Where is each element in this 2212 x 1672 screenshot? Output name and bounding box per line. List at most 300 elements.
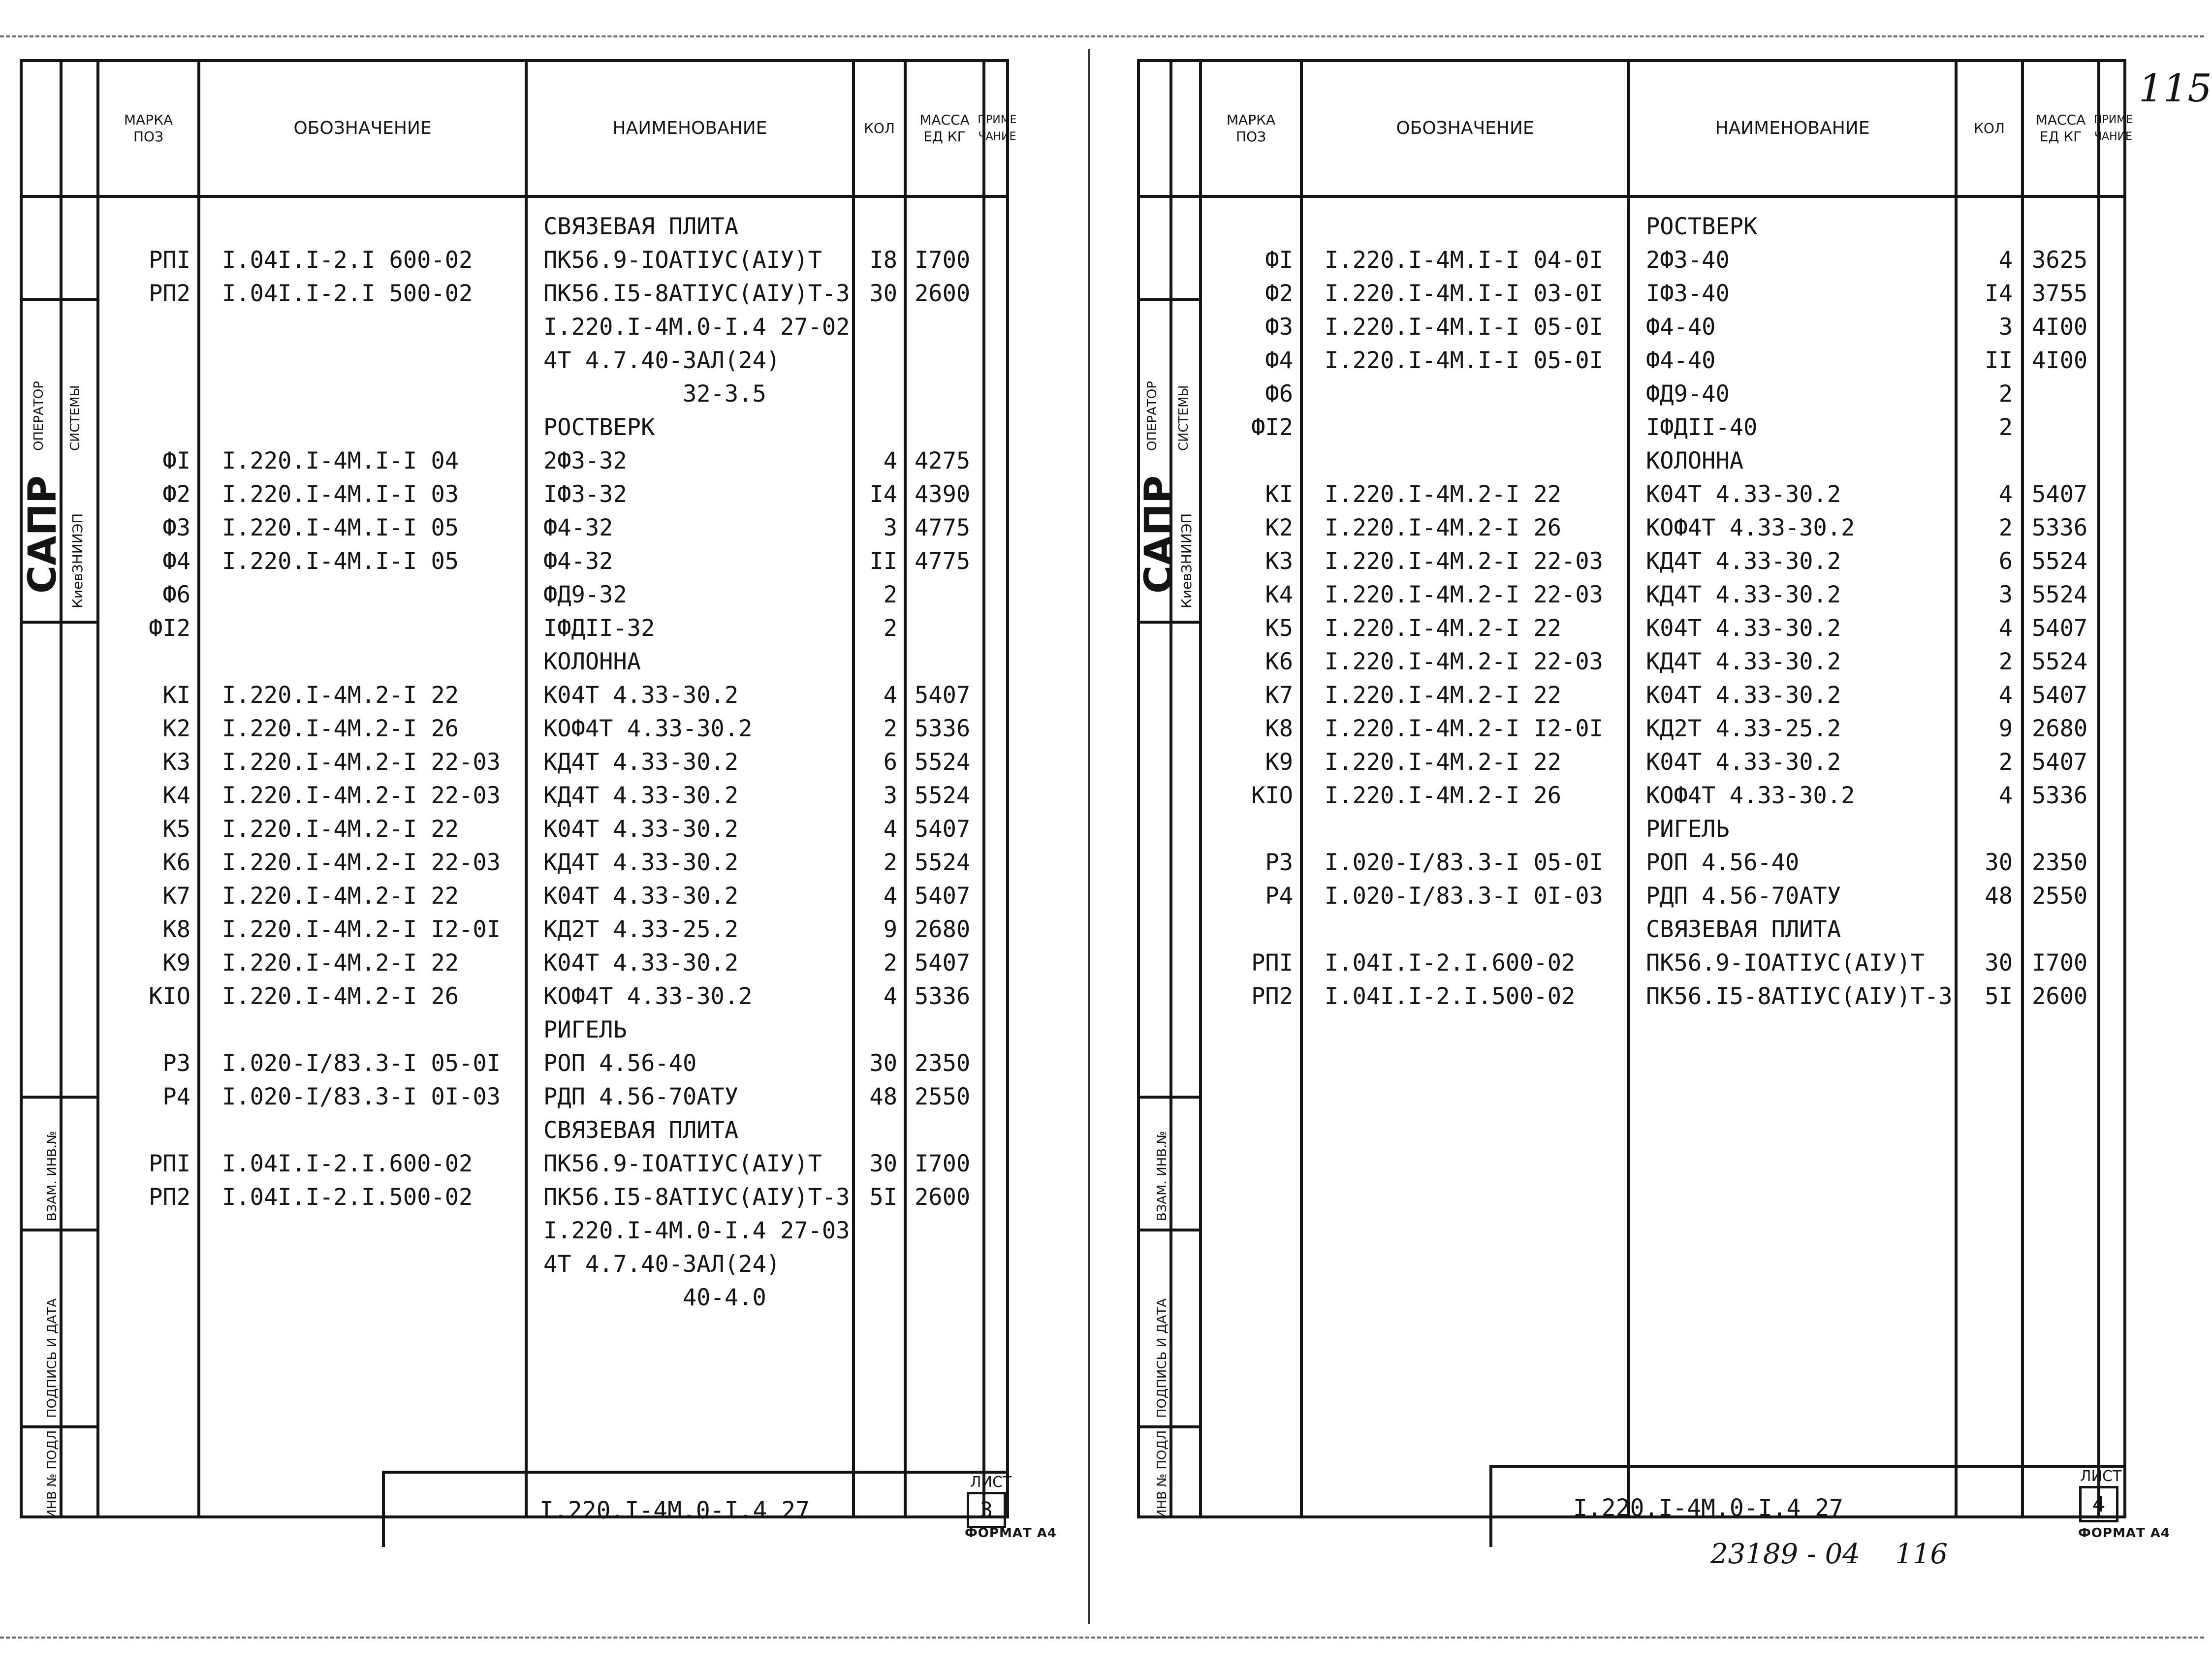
row-position: Ф2 [162, 480, 190, 508]
row-quantity [855, 1214, 897, 1247]
row-mass [2032, 210, 2096, 243]
row-designation: I.220.I-4M.2-I 22 [222, 815, 459, 843]
row-designation: I.220.I-4M.2-I 22 [1325, 748, 1562, 776]
row-designation: I.220.I-4M.I-I 03 [222, 480, 459, 508]
row-mass [915, 1214, 981, 1247]
row-designation: I.220.I-4M.2-I 22-03 [1325, 547, 1603, 575]
row-mass [915, 1247, 981, 1281]
row-designation: I.220.I-4M.2-I 22 [1325, 614, 1562, 642]
row-name: IФ3-40 [1646, 280, 1730, 307]
row-mass [915, 344, 981, 377]
row-mass [2032, 377, 2096, 410]
row-position [1202, 444, 1293, 477]
header-mass: МАССА ЕД КГ [919, 112, 970, 145]
row-name: СВЯЗЕВАЯ ПЛИТА [543, 213, 739, 240]
row-quantity: I4 [1985, 280, 2013, 307]
row-mass: I700 [2032, 949, 2088, 977]
header-mark: МАРКА ПОЗ [1226, 112, 1276, 145]
row-mass [915, 645, 981, 678]
row-quantity: 2 [883, 614, 897, 642]
row-position [99, 1113, 190, 1147]
row-mass [915, 377, 981, 410]
row-name: КОФ4Т 4.33-30.2 [1646, 782, 1855, 809]
row-position: К2 [162, 715, 190, 742]
row-quantity: 5I [869, 1183, 897, 1211]
row-position [99, 1013, 190, 1046]
row-position: РП2 [149, 280, 190, 307]
row-mass: 2600 [915, 280, 971, 307]
row-quantity: II [1985, 347, 2013, 374]
row-name: РОСТВЕРК [1646, 213, 1758, 240]
row-name: КД2Т 4.33-25.2 [1646, 715, 1841, 742]
row-name: 4T 4.7.40-ЗАЛ(24) [543, 347, 781, 374]
label-inv-orig: ИНВ № ПОДЛ [1155, 1430, 1169, 1519]
row-mass: 2600 [915, 1183, 971, 1211]
row-position [99, 344, 190, 377]
row-position: Р4 [1265, 882, 1293, 910]
page-number: 115 [2139, 66, 2212, 111]
row-name: КОЛОННА [543, 648, 641, 675]
row-quantity [855, 310, 897, 344]
row-name: 32-3.5 [543, 380, 766, 408]
row-position: Р4 [162, 1083, 190, 1110]
row-name: К04Т 4.33-30.2 [1646, 480, 1841, 508]
row-mass: 5407 [2032, 480, 2088, 508]
row-mass [915, 1113, 981, 1147]
row-quantity: 30 [869, 1150, 897, 1177]
row-name: IФДII-40 [1646, 413, 1758, 441]
row-quantity [1958, 210, 2013, 243]
header-mass: МАССА ЕД КГ [2035, 112, 2086, 145]
row-quantity: I8 [869, 246, 897, 274]
row-designation [222, 410, 522, 444]
row-designation [1325, 210, 1625, 243]
row-mass: 2550 [915, 1083, 971, 1110]
row-quantity: 6 [1998, 547, 2013, 575]
row-quantity: 9 [1998, 715, 2013, 742]
row-mass: 4775 [915, 547, 971, 575]
row-quantity [855, 210, 897, 243]
row-name: К04Т 4.33-30.2 [543, 882, 739, 910]
row-mass: 5524 [915, 849, 971, 876]
row-designation: I.220.I-4M.2-I 22 [1325, 480, 1562, 508]
row-designation: I.220.I-4M.2-I 26 [1325, 514, 1562, 541]
row-position: К6 [162, 849, 190, 876]
row-quantity: 30 [1985, 949, 2013, 977]
row-mass: 2350 [2032, 849, 2088, 876]
row-position [1202, 913, 1293, 946]
row-designation [222, 1281, 522, 1314]
col-line [525, 62, 528, 1515]
label-system: СИСТЕМЫ [1176, 385, 1191, 451]
row-mass: 5524 [2032, 581, 2088, 608]
row-name: КД2Т 4.33-25.2 [543, 915, 739, 943]
row-quantity: 3 [883, 514, 897, 541]
header-qty: КОЛ [864, 120, 895, 136]
row-name: ПК56.9-IOATIУС(AIУ)T [1646, 949, 1925, 977]
row-position: РПI [149, 1150, 190, 1177]
row-mass [915, 1013, 981, 1046]
row-position: РПI [1251, 949, 1293, 977]
row-name: КД4Т 4.33-30.2 [1646, 648, 1841, 675]
row-designation: I.220.I-4M.I-I 04-0I [1325, 246, 1603, 274]
row-name: Ф4-40 [1646, 313, 1716, 341]
row-position: КIO [1251, 782, 1293, 809]
row-mass [915, 210, 981, 243]
row-position: РП2 [1251, 982, 1293, 1010]
row-name: IФДII-32 [543, 614, 655, 642]
row-quantity: 4 [1998, 681, 2013, 709]
row-mass [2032, 444, 2096, 477]
row-quantity: 2 [883, 715, 897, 742]
row-name: КОФ4Т 4.33-30.2 [543, 982, 753, 1010]
row-mass [915, 1281, 981, 1314]
row-quantity: 3 [883, 782, 897, 809]
row-name: РДП 4.56-70АТУ [1646, 882, 1841, 910]
row-designation: I.220.I-4M.I-I 05-0I [1325, 347, 1603, 374]
row-position [99, 377, 190, 410]
row-position: КI [1265, 480, 1293, 508]
row-position: К9 [162, 949, 190, 977]
row-mass: 5336 [915, 715, 971, 742]
row-designation: I.220.I-4M.I-I 05 [222, 547, 459, 575]
row-designation: I.220.I-4M.2-I 26 [222, 982, 459, 1010]
row-mass: 5524 [2032, 547, 2088, 575]
row-position: РПI [149, 246, 190, 274]
row-quantity: 2 [1998, 413, 2013, 441]
row-name: ПК56.I5-8ATIУС(AIУ)T-3 [1646, 982, 1953, 1010]
row-position: К5 [1265, 614, 1293, 642]
header-note: ПРИМЕ ЧАНИЕ [2093, 114, 2133, 143]
row-mass [915, 410, 981, 444]
row-position: К5 [162, 815, 190, 843]
row-designation [222, 1113, 522, 1147]
row-designation: I.220.I-4M.2-I 22-03 [1325, 581, 1603, 608]
row-quantity: 2 [883, 949, 897, 977]
row-mass: 5336 [2032, 514, 2088, 541]
row-mass: 5336 [915, 982, 971, 1010]
row-quantity: II [869, 547, 897, 575]
sheet-number: 4 [2079, 1486, 2118, 1522]
col-line [904, 62, 907, 1515]
row-mass: 2600 [2032, 982, 2088, 1010]
row-designation: I.220.I-4M.I-I 05 [222, 514, 459, 541]
row-designation: I.04I.I-2.I 500-02 [222, 280, 473, 307]
row-quantity: 5I [1985, 982, 2013, 1010]
row-quantity: 3 [1998, 581, 2013, 608]
row-name: ФД9-32 [543, 581, 627, 608]
row-quantity: 4 [1998, 246, 2013, 274]
row-quantity: 6 [883, 748, 897, 776]
row-designation: I.220.I-4M.2-I 22-03 [222, 748, 501, 776]
row-designation: I.220.I-4M.2-I 22 [1325, 681, 1562, 709]
row-quantity [855, 1281, 897, 1314]
row-mass: 5407 [2032, 681, 2088, 709]
title-block-code: I.220.I-4M.0-I.4 27 [1573, 1494, 1844, 1522]
row-position: К7 [162, 882, 190, 910]
row-quantity: 9 [883, 915, 897, 943]
row-name: I.220.I-4M.0-I.4 27-02 [543, 313, 850, 341]
row-position: К8 [1265, 715, 1293, 742]
row-mass [915, 611, 981, 645]
strip-line [1169, 62, 1172, 1515]
sheet-label: ЛИСТ [970, 1474, 1012, 1491]
row-name: ПК56.9-IOATIУС(AIУ)T [543, 246, 822, 274]
row-quantity: 2 [1998, 748, 2013, 776]
row-designation [1325, 377, 1625, 410]
row-mass: 5407 [2032, 614, 2088, 642]
row-name: 4T 4.7.40-ЗАЛ(24) [543, 1250, 781, 1278]
row-mass: 5524 [915, 748, 971, 776]
row-mass: 3625 [2032, 246, 2088, 274]
row-position: Р3 [162, 1049, 190, 1077]
col-line [1627, 62, 1630, 1515]
row-name: РДП 4.56-70АТУ [543, 1083, 739, 1110]
row-quantity: 30 [869, 1049, 897, 1077]
label-org: КиевЗНИИЭП [1178, 513, 1195, 608]
scan-line-top [0, 35, 2204, 37]
row-mass: I700 [915, 1150, 971, 1177]
row-designation: I.220.I-4M.2-I 22-03 [1325, 648, 1603, 675]
row-quantity: I4 [869, 480, 897, 508]
row-name: СВЯЗЕВАЯ ПЛИТА [543, 1116, 739, 1144]
row-quantity: 3 [1998, 313, 2013, 341]
row-position [99, 210, 190, 243]
row-mass: 2680 [2032, 715, 2088, 742]
row-designation: I.04I.I-2.I.600-02 [222, 1150, 473, 1177]
row-name: КД4Т 4.33-30.2 [543, 782, 739, 809]
row-position [99, 410, 190, 444]
row-mass: 4275 [915, 447, 971, 474]
header-mark: МАРКА ПОЗ [124, 112, 173, 145]
row-designation: I.220.I-4M.2-I 22-03 [222, 782, 501, 809]
row-name: ПК56.I5-8ATIУС(AIУ)T-3 [543, 1183, 850, 1211]
row-name: К04Т 4.33-30.2 [1646, 748, 1841, 776]
row-position: К3 [162, 748, 190, 776]
row-position: Ф3 [162, 514, 190, 541]
row-name: К04Т 4.33-30.2 [543, 949, 739, 977]
row-designation [1325, 410, 1625, 444]
col-line [2021, 62, 2024, 1515]
row-mass: 5524 [915, 782, 971, 809]
page-fold [1088, 49, 1090, 1624]
row-position: К9 [1265, 748, 1293, 776]
row-quantity: 2 [883, 581, 897, 608]
row-mass: 2680 [915, 915, 971, 943]
row-mass: 5407 [915, 815, 971, 843]
row-position: К4 [1265, 581, 1293, 608]
row-name: К04Т 4.33-30.2 [1646, 681, 1841, 709]
row-mass: 5524 [2032, 648, 2088, 675]
row-mass: 4390 [915, 480, 971, 508]
row-name: РИГЕЛЬ [1646, 815, 1730, 843]
row-position: К7 [1265, 681, 1293, 709]
row-designation: I.220.I-4M.2-I 22 [222, 882, 459, 910]
sheet-label: ЛИСТ [2080, 1468, 2122, 1485]
row-position: К6 [1265, 648, 1293, 675]
row-designation [222, 1214, 522, 1247]
row-designation: I.020-I/83.3-I 0I-03 [222, 1083, 501, 1110]
spec-sheet-left [20, 59, 1017, 1524]
row-designation [222, 344, 522, 377]
label-inv-orig: ИНВ № ПОДЛ [45, 1430, 60, 1519]
row-name: КОФ4Т 4.33-30.2 [543, 715, 753, 742]
row-quantity [855, 1247, 897, 1281]
row-quantity: 4 [1998, 480, 2013, 508]
row-name: КД4Т 4.33-30.2 [1646, 581, 1841, 608]
row-designation: I.020-I/83.3-I 05-0I [1325, 849, 1603, 876]
row-designation [1325, 444, 1625, 477]
row-quantity: 2 [1998, 514, 2013, 541]
row-position: КI [162, 681, 190, 709]
row-designation: I.020-I/83.3-I 05-0I [222, 1049, 501, 1077]
row-designation [222, 377, 522, 410]
label-system: СИСТЕМЫ [68, 385, 83, 451]
scan-line-bottom [0, 1637, 2204, 1639]
format-label-right: ФОРМАТ А4 [2078, 1526, 2170, 1541]
row-quantity: 4 [883, 882, 897, 910]
row-position: Ф3 [1265, 313, 1293, 341]
header-designation: ОБОЗНАЧЕНИЕ [1396, 118, 1534, 138]
row-mass: 5407 [915, 882, 971, 910]
row-designation [222, 210, 522, 243]
row-position: ФI2 [1251, 413, 1293, 441]
row-quantity: 4 [883, 447, 897, 474]
row-position: РП2 [149, 1183, 190, 1211]
row-name: К04Т 4.33-30.2 [543, 815, 739, 843]
row-name: 2Ф3-40 [1646, 246, 1730, 274]
row-position: К8 [162, 915, 190, 943]
row-designation [222, 578, 522, 611]
header-name: НАИМЕНОВАНИЕ [1715, 118, 1870, 138]
row-mass [2032, 410, 2096, 444]
row-name: КОФ4Т 4.33-30.2 [1646, 514, 1855, 541]
row-name: Ф4-32 [543, 514, 613, 541]
row-position: ФI [1265, 246, 1293, 274]
label-operator: ОПЕРАТОР [1145, 381, 1160, 451]
row-name: РОП 4.56-40 [1646, 849, 1800, 876]
row-name: КД4Т 4.33-30.2 [543, 748, 739, 776]
row-position: К4 [162, 782, 190, 809]
label-inv-replace: ВЗАМ. ИНВ.№ [1155, 1131, 1169, 1221]
label-sapr: САПР [1137, 475, 1181, 594]
row-quantity [855, 344, 897, 377]
row-position: Ф2 [1265, 280, 1293, 307]
row-position [99, 645, 190, 678]
spec-sheet-right [1137, 59, 2133, 1522]
row-mass: 2350 [915, 1049, 971, 1077]
row-name: I.220.I-4M.0-I.4 27-03 [543, 1217, 850, 1244]
row-position: Ф4 [162, 547, 190, 575]
row-designation: I.04I.I-2.I 600-02 [222, 246, 473, 274]
row-mass: 5407 [915, 949, 971, 977]
row-position: Ф6 [1265, 380, 1293, 408]
col-line [982, 62, 985, 1515]
row-designation: I.04I.I-2.I.600-02 [1325, 949, 1576, 977]
row-mass [2032, 812, 2096, 846]
row-name: К04Т 4.33-30.2 [543, 681, 739, 709]
row-mass: 3755 [2032, 280, 2088, 307]
row-name: КД4Т 4.33-30.2 [1646, 547, 1841, 575]
row-designation [222, 1013, 522, 1046]
row-quantity: 4 [883, 815, 897, 843]
row-position: К3 [1265, 547, 1293, 575]
row-position [99, 310, 190, 344]
row-name: РОСТВЕРК [543, 413, 655, 441]
row-name: Ф4-32 [543, 547, 613, 575]
row-position [1202, 210, 1293, 243]
row-quantity [1958, 913, 2013, 946]
row-designation [1325, 913, 1625, 946]
row-position: Ф4 [1265, 347, 1293, 374]
row-name: РИГЕЛЬ [543, 1016, 627, 1043]
row-position: Ф6 [162, 581, 190, 608]
row-designation [222, 611, 522, 645]
col-line [1300, 62, 1303, 1515]
row-name: КД4Т 4.33-30.2 [543, 849, 739, 876]
row-quantity: 2 [883, 849, 897, 876]
row-designation: I.220.I-4M.2-I 22 [222, 949, 459, 977]
row-name: ФД9-40 [1646, 380, 1730, 408]
row-designation: I.220.I-4M.I-I 05-0I [1325, 313, 1603, 341]
row-quantity [1958, 444, 2013, 477]
row-designation: I.220.I-4M.I-I 03-0I [1325, 280, 1603, 307]
row-position: Р3 [1265, 849, 1293, 876]
row-quantity: 30 [869, 280, 897, 307]
row-mass: 4I00 [2032, 313, 2088, 341]
row-position [99, 1214, 190, 1247]
row-mass: 4I00 [2032, 347, 2088, 374]
row-quantity [855, 1013, 897, 1046]
label-sapr: САПР [21, 475, 65, 594]
row-designation: I.04I.I-2.I.500-02 [1325, 982, 1576, 1010]
row-designation: I.020-I/83.3-I 0I-03 [1325, 882, 1603, 910]
row-name: Ф4-40 [1646, 347, 1716, 374]
row-mass [915, 310, 981, 344]
label-signature: ПОДПИСЬ И ДАТА [45, 1298, 60, 1418]
row-mass [2032, 913, 2096, 946]
header-designation: ОБОЗНАЧЕНИЕ [293, 118, 432, 138]
col-line [2097, 62, 2100, 1515]
row-position: ФI2 [149, 614, 190, 642]
header-note: ПРИМЕ ЧАНИЕ [978, 114, 1017, 143]
row-quantity [855, 377, 897, 410]
row-name: КОЛОННА [1646, 447, 1744, 474]
row-designation: I.220.I-4M.2-I 26 [1325, 782, 1562, 809]
row-quantity [1958, 812, 2013, 846]
row-designation: I.220.I-4M.2-I 22-03 [222, 849, 501, 876]
row-quantity: 4 [1998, 782, 2013, 809]
row-designation [1325, 812, 1625, 846]
row-designation [222, 1247, 522, 1281]
row-position: КIO [149, 982, 190, 1010]
row-name: 2Ф3-32 [543, 447, 627, 474]
label-org: КиевЗНИИЭП [69, 513, 86, 608]
row-quantity: 2 [1998, 648, 2013, 675]
label-signature: ПОДПИСЬ И ДАТА [1155, 1298, 1169, 1418]
row-designation: I.220.I-4M.2-I I2-0I [222, 915, 501, 943]
row-designation: I.04I.I-2.I.500-02 [222, 1183, 473, 1211]
row-quantity: 30 [1985, 849, 2013, 876]
row-name: СВЯЗЕВАЯ ПЛИТА [1646, 915, 1841, 943]
row-position: К2 [1265, 514, 1293, 541]
row-mass [915, 578, 981, 611]
row-quantity: 2 [1998, 380, 2013, 408]
sheet-number: 3 [967, 1492, 1006, 1528]
row-designation: I.220.I-4M.2-I 22 [222, 681, 459, 709]
row-quantity [855, 410, 897, 444]
row-designation: I.220.I-4M.2-I I2-0I [1325, 715, 1603, 742]
